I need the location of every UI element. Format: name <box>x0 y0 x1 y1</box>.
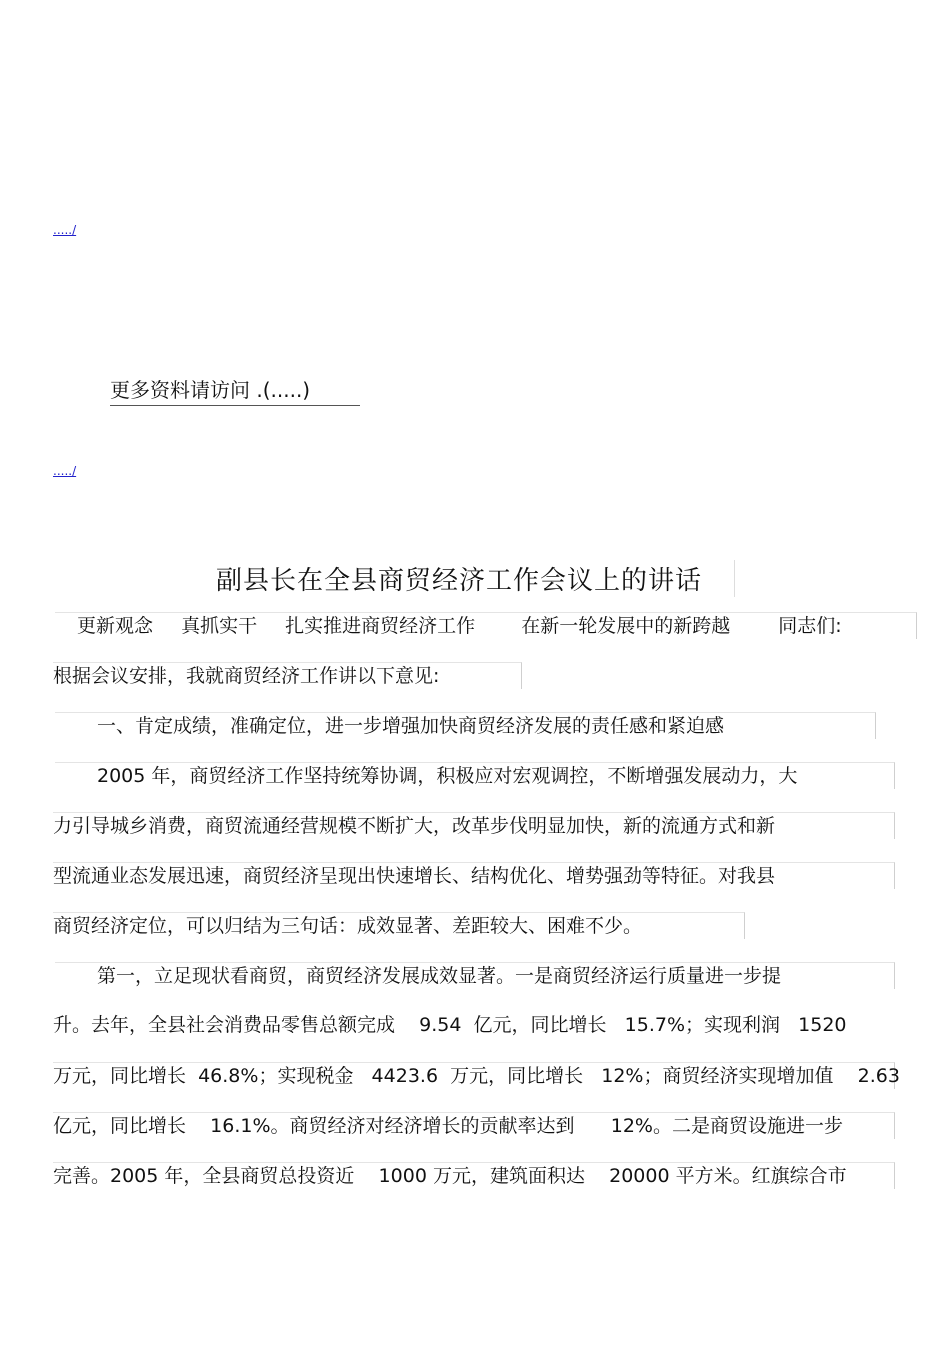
top-link[interactable]: ...../ <box>53 223 77 237</box>
subtitle-line <box>55 612 917 639</box>
body-line-10: 亿元，同比增长 16.1%。商贸经济对经济增长的贡献率达到 12%。二是商贸设施进一步 <box>53 1112 895 1139</box>
document-title: 副县长在全县商贸经济工作会议上的讲话 <box>216 560 735 597</box>
subtitle-part-4: 在新一轮发展中的新跨越 <box>521 615 731 637</box>
visit-more-text[interactable]: 更多资料请访问 .(.....) <box>110 374 360 406</box>
body-line-8: 升。去年，全县社会消费品零售总额完成 9.54 亿元，同比增长 15.7%；实现利润 1520 <box>53 1014 847 1036</box>
subtitle-part-3: 扎实推进商贸经济工作 <box>285 615 476 637</box>
body-line-4: 力引导城乡消费，商贸流通经营规模不断扩大，改革步伐明显加快，新的流通方式和新 <box>53 812 895 839</box>
subtitle-part-2: 真抓实干 <box>181 615 258 637</box>
bottom-link[interactable]: ...../ <box>53 464 77 478</box>
body-line-6: 商贸经济定位，可以归结为三句话：成效显著、差距较大、困难不少。 <box>53 912 745 939</box>
body-line-5: 型流通业态发展迅速，商贸经济呈现出快速增长、结构优化、增势强劲等特征。对我县 <box>53 862 895 889</box>
body-line-11: 完善。2005 年，全县商贸总投资近 1000 万元，建筑面积达 20000 平方米。红旗综合市 <box>53 1162 895 1189</box>
body-line-9: 万元，同比增长 46.8%；实现税金 4423.6 万元，同比增长 12%；商贸经济实现增加值 2.63 <box>53 1062 895 1089</box>
section-heading-1: 一、肯定成绩，准确定位，进一步增强加快商贸经济发展的责任感和紧迫感 <box>55 712 876 739</box>
body-line-3: 2005 年，商贸经济工作坚持统筹协调，积极应对宏观调控，不断增强发展动力，大 <box>55 762 895 789</box>
body-line-1: 根据会议安排，我就商贸经济工作讲以下意见: <box>53 662 522 689</box>
greeting: 同志们: <box>778 615 842 637</box>
subtitle-part-1: 更新观念 <box>77 615 154 637</box>
body-line-7: 第一，立足现状看商贸，商贸经济发展成效显著。一是商贸经济运行质量进一步提 <box>55 962 895 989</box>
